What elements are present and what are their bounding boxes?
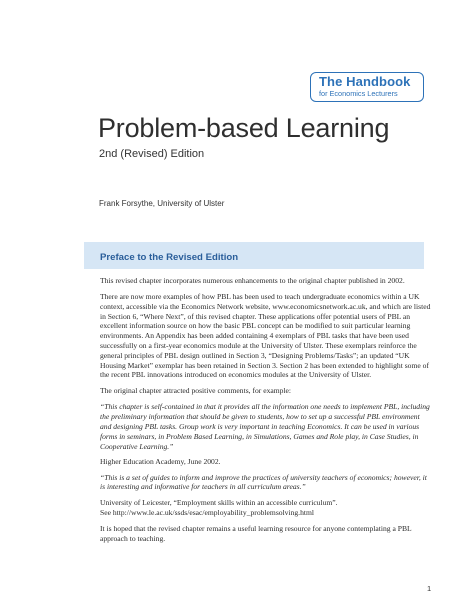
preface-paragraph: This revised chapter incorporates numerous enhancements to the original chapter published in 2002. — [100, 276, 405, 285]
document-title: Problem-based Learning — [98, 113, 390, 143]
quote-paragraph: “This is a set of guides to inform and improve the practices of university teachers of economics; however, it is interesting and informative for teachers in all curriculum areas.” — [100, 472, 427, 492]
page-number: 1 — [427, 584, 432, 593]
preface-heading: Preface to the Revised Edition — [100, 252, 239, 263]
preface-paragraph: There are now more examples of how PBL has been used to teach undergraduate economics within a UK context, accessible via the Economics Network website, www.economicsnetwork.ac.uk, and which are listed in Section 6, “Where Next”, of this revised chapter. These applications offer potential users of PBL an excellent information source on how the basic PBL concept can be modified to suit particular learning environments. An Appendix has been added containing 4 exemplars of PBL tasks that have been used successfully on a first-year economics module at the University of Ulster. These exemplars reinforce the general principles of PBL design outlined in Section 3, “Designing Problems/Tasks”; an updated “UK Housing Market” exemplar has been retained in Section 3. Section 2 has been extended to highlight some of the recent PBL innovations introduced on economics modules at the University of Ulster. — [100, 291, 431, 380]
preface-paragraph: The original chapter attracted positive comments, for example: — [100, 386, 292, 396]
quote-paragraph: “This chapter is self-contained in that it provides all the information one needs to implement PBL, including the preliminary information that should be given to students, how to set up a successful PBL environment and designing PBL tasks. Group work is very important in teaching Economics. It can be used in various forms in seminars, in Problem Based Learning, in Simulations, Games and Role play, in Case Studies, in Cooperative Learning.” — [100, 402, 430, 451]
badge-subtitle: for Economics Lecturers — [319, 89, 398, 98]
quote-source: Higher Education Academy, June 2002. — [100, 456, 221, 466]
handbook-badge — [310, 72, 424, 102]
badge-title: The Handbook — [319, 74, 411, 89]
preface-body — [100, 276, 432, 550]
source-link: See http://www.le.ac.uk/ssds/esac/employability_problemsolving.html — [100, 508, 315, 518]
author-line: Frank Forsythe, University of Ulster — [99, 199, 225, 208]
edition-label: 2nd (Revised) Edition — [99, 148, 205, 160]
preface-paragraph: It is hoped that the revised chapter remains a useful learning resource for anyone contemplating a PBL approach to teaching. — [100, 524, 412, 544]
quote-source: University of Leicester, “Employment skills within an accessible curriculum”. — [100, 497, 338, 507]
